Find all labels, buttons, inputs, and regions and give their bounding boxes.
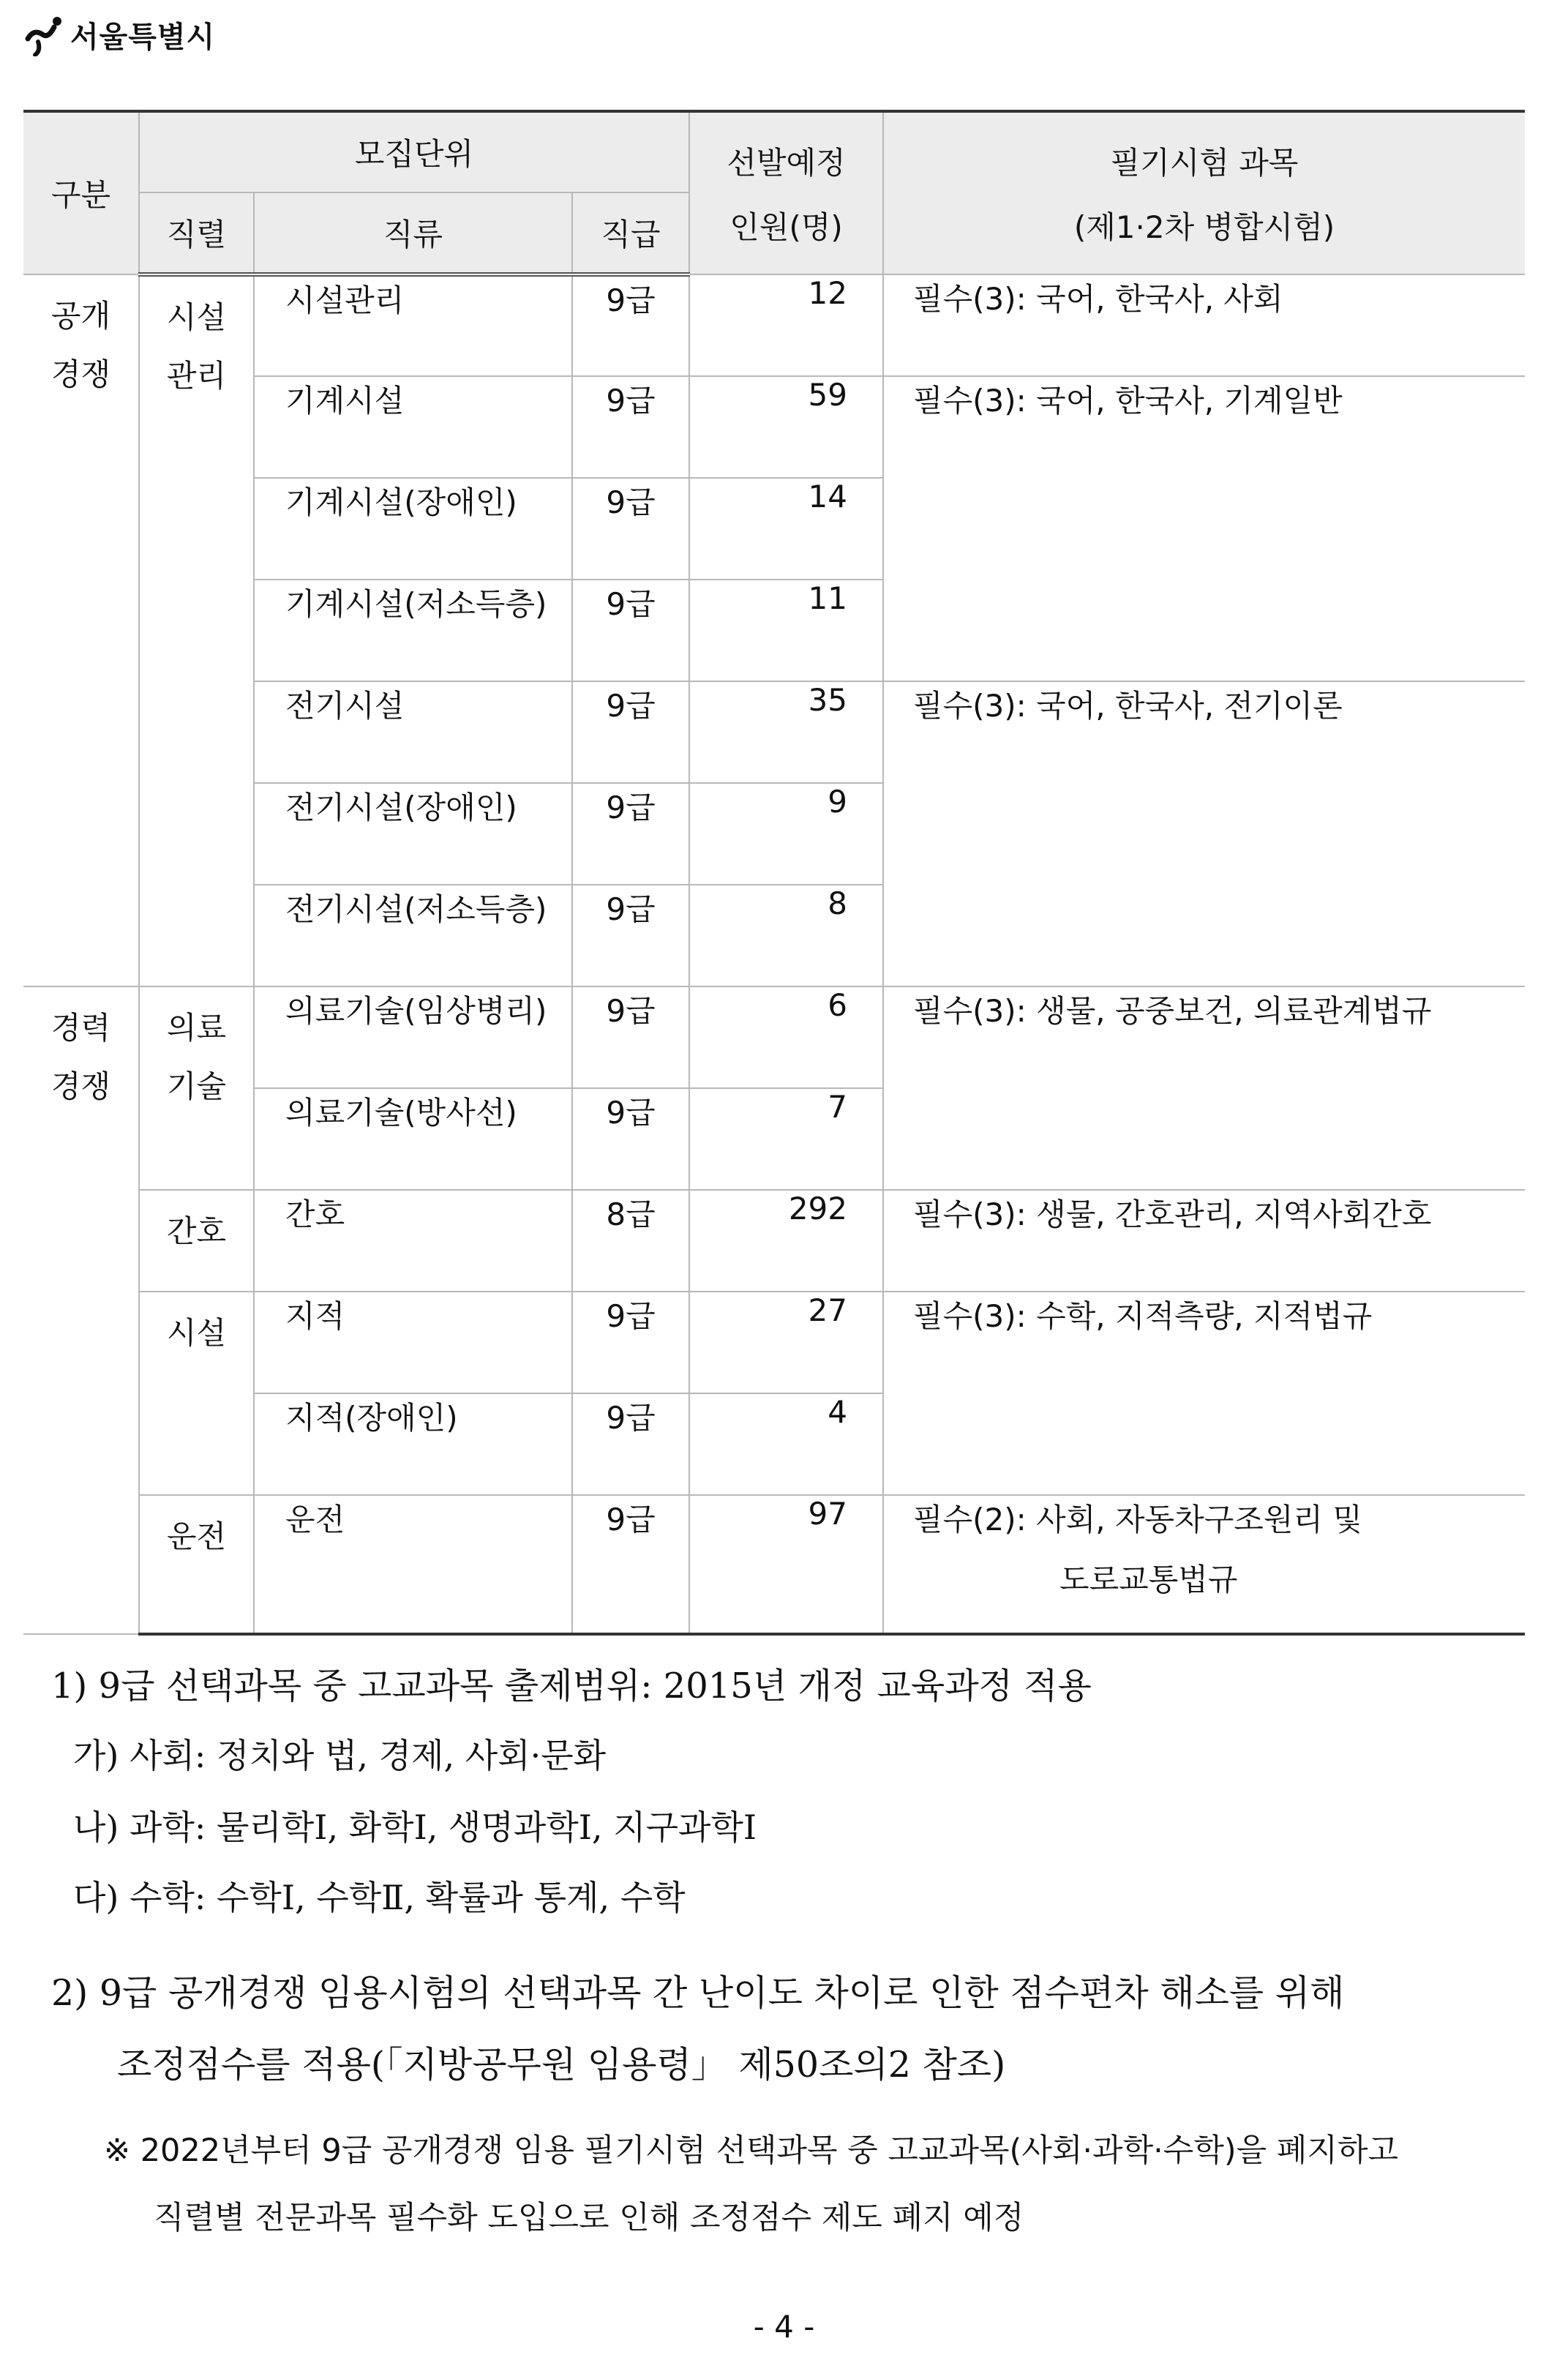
recruitment-table <box>23 110 1525 1636</box>
table-row <box>23 1190 1525 1292</box>
count-cell: 7 <box>689 1088 883 1190</box>
subjects-cell: 필수(3): 국어, 한국사, 사회 <box>883 274 1525 376</box>
grade-cell: 9급 <box>572 885 689 986</box>
series-line: 기술 <box>166 1068 227 1104</box>
count-cell: 4 <box>689 1393 883 1495</box>
count-cell: 97 <box>689 1495 883 1634</box>
job-cell: 전기시설 <box>254 681 572 783</box>
series-cell: 시설 <box>139 1292 254 1495</box>
grade-cell: 9급 <box>572 986 689 1088</box>
category-line: 경쟁 <box>50 356 111 392</box>
series-line: 관리 <box>166 358 227 394</box>
seoul-logo-icon <box>22 12 66 56</box>
series-cell <box>139 986 254 1190</box>
category-cell <box>23 274 139 986</box>
category-line: 공개 <box>50 298 111 334</box>
count-cell: 12 <box>689 274 883 376</box>
count-cell: 8 <box>689 885 883 986</box>
subjects-line: 필수(2): 사회, 자동차구조원리 및 <box>913 1502 1362 1537</box>
header-planned-line2: 인원(명) <box>729 209 843 245</box>
note-3-line2: 직렬별 전문과목 필수화 도입으로 인해 조정점수 제도 폐지 예정 <box>154 2200 1024 2236</box>
table-row <box>23 986 1525 1088</box>
grade-cell: 9급 <box>572 274 689 376</box>
header-subjects <box>883 111 1525 274</box>
subjects-line-cont: 도로교통법규 <box>1059 1562 1238 1597</box>
grade-cell: 9급 <box>572 681 689 783</box>
header-subjects-line2: (제1·2차 병합시험) <box>1073 209 1335 245</box>
series-cell: 간호 <box>139 1190 254 1292</box>
grade-cell: 9급 <box>572 376 689 478</box>
grade-cell: 9급 <box>572 1292 689 1393</box>
header-recruit-unit: 모집단위 <box>139 111 689 192</box>
job-cell: 지적 <box>254 1292 572 1393</box>
org-name: 서울특별시 <box>70 20 216 54</box>
count-cell: 27 <box>689 1292 883 1393</box>
grade-cell: 9급 <box>572 1088 689 1190</box>
category-cell <box>23 986 139 1634</box>
job-cell: 전기시설(장애인) <box>254 783 572 885</box>
grade-cell: 9급 <box>572 783 689 885</box>
grade-cell: 9급 <box>572 580 689 681</box>
note-3-line1: ※ 2022년부터 9급 공개경쟁 임용 필기시험 선택과목 중 고교과목(사회·과학·수학)을 폐지하고 <box>104 2132 1399 2169</box>
grade-cell: 9급 <box>572 1393 689 1495</box>
table-row <box>23 1495 1525 1634</box>
note-1b: 나) 과학: 물리학Ⅰ, 화학Ⅰ, 생명과학Ⅰ, 지구과학Ⅰ <box>73 1808 757 1847</box>
job-cell: 기계시설 <box>254 376 572 478</box>
category-line: 경력 <box>50 1010 111 1046</box>
job-cell: 의료기술(임상병리) <box>254 986 572 1088</box>
grade-cell: 9급 <box>572 1495 689 1634</box>
subjects-cell <box>883 1495 1525 1634</box>
header-series: 직렬 <box>139 192 254 274</box>
job-cell: 전기시설(저소득층) <box>254 885 572 986</box>
seoul-logo <box>22 9 215 60</box>
count-cell: 35 <box>689 681 883 783</box>
count-cell: 6 <box>689 986 883 1088</box>
header-job: 직류 <box>254 192 572 274</box>
count-cell: 14 <box>689 478 883 580</box>
job-cell: 시설관리 <box>254 274 572 376</box>
count-cell: 11 <box>689 580 883 681</box>
count-cell: 59 <box>689 376 883 478</box>
header-grade: 직급 <box>572 192 689 274</box>
job-cell: 기계시설(저소득층) <box>254 580 572 681</box>
count-cell: 292 <box>689 1190 883 1292</box>
job-cell: 운전 <box>254 1495 572 1634</box>
note-1: 1) 9급 선택과목 중 고교과목 출제범위: 2015년 개정 교육과정 적용 <box>51 1666 1092 1707</box>
series-cell <box>139 274 254 986</box>
table-row <box>23 1292 1525 1393</box>
page-number: - 4 - <box>753 2309 815 2345</box>
series-line: 의료 <box>166 1010 227 1046</box>
subjects-cell: 필수(3): 국어, 한국사, 전기이론 <box>883 681 1525 986</box>
subjects-cell: 필수(3): 수학, 지적측량, 지적법규 <box>883 1292 1525 1495</box>
job-cell: 지적(장애인) <box>254 1393 572 1495</box>
subjects-cell: 필수(3): 국어, 한국사, 기계일반 <box>883 376 1525 681</box>
table-row <box>23 274 1525 376</box>
subjects-cell: 필수(3): 생물, 간호관리, 지역사회간호 <box>883 1190 1525 1292</box>
job-cell: 간호 <box>254 1190 572 1292</box>
note-1c: 다) 수학: 수학Ⅰ, 수학Ⅱ, 확률과 통계, 수학 <box>73 1878 686 1917</box>
job-cell: 기계시설(장애인) <box>254 478 572 580</box>
series-cell: 운전 <box>139 1495 254 1634</box>
count-cell: 9 <box>689 783 883 885</box>
job-cell: 의료기술(방사선) <box>254 1088 572 1190</box>
category-line: 경쟁 <box>50 1068 111 1104</box>
note-2-line1: 2) 9급 공개경쟁 임용시험의 선택과목 간 난이도 차이로 인한 점수편차 해소를 위해 <box>51 1972 1345 2014</box>
header-planned <box>689 111 883 274</box>
grade-cell: 9급 <box>572 478 689 580</box>
header-category: 구분 <box>23 111 139 274</box>
series-line: 시설 <box>166 299 227 335</box>
header-subjects-line1: 필기시험 과목 <box>1110 145 1299 181</box>
grade-cell: 8급 <box>572 1190 689 1292</box>
subjects-cell: 필수(3): 생물, 공중보건, 의료관계법규 <box>883 986 1525 1190</box>
note-1a: 가) 사회: 정치와 법, 경제, 사회·문화 <box>73 1736 607 1775</box>
header-planned-line1: 선발예정 <box>727 145 846 181</box>
note-2-line2: 조정점수를 적용(「지방공무원 임용령」 제50조의2 참조) <box>117 2044 1006 2086</box>
